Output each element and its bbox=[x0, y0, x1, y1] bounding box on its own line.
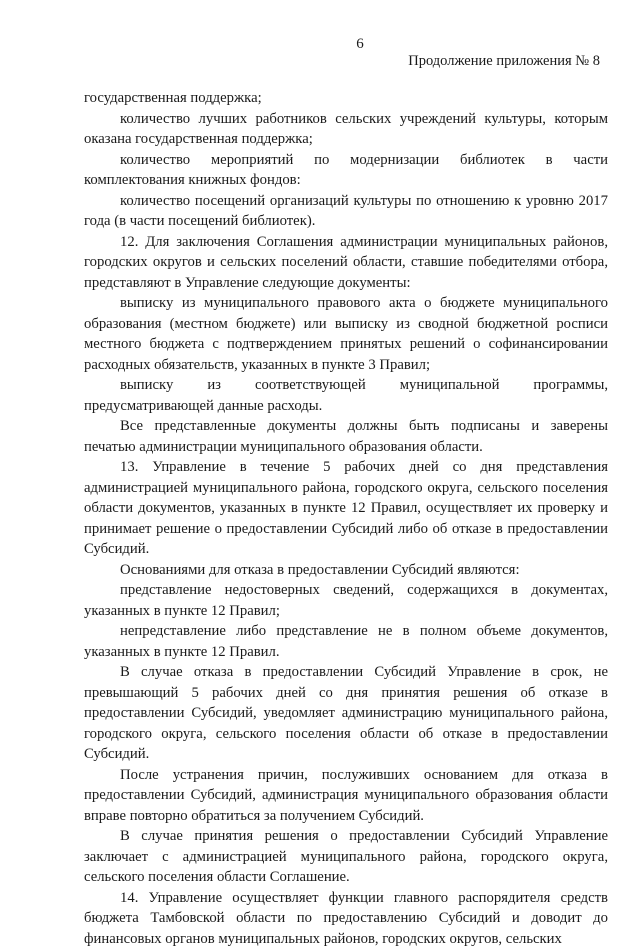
paragraph: количество посещений организаций культуры по отношению к уровню 2017 года (в части посещений библиотек). bbox=[84, 191, 608, 232]
page-number: 6 bbox=[0, 36, 640, 53]
paragraph: выписку из соответствующей муниципальной программы, предусматривающей данные расходы. bbox=[84, 375, 608, 416]
paragraph: непредставление либо представление не в полном объеме документов, указанных в пункте 12 Правил. bbox=[84, 621, 608, 662]
document-body bbox=[84, 88, 608, 949]
paragraph: После устранения причин, послуживших основанием для отказа в предоставлении Субсидий, администрация муниципального образования области вправе повторно обратиться за получением Субсидий. bbox=[84, 765, 608, 827]
paragraph: выписку из муниципального правового акта о бюджете муниципального образования (местном бюджете) или выписку из сводной бюджетной росписи местного бюджета с подтверждением принятых решений о софинансировании расходных обязательств, указанных в пункте 3 Правил; bbox=[84, 293, 608, 375]
paragraph: государственная поддержка; bbox=[84, 88, 608, 109]
paragraph: В случае отказа в предоставлении Субсидий Управление в срок, не превышающий 5 рабочих дней со дня принятия решения об отказе в предоставлении Субсидий, уведомляет администрацию муниципального района, городского округа, сельского поселения области об отказе в предоставлении Субсидий. bbox=[84, 662, 608, 765]
paragraph: Все представленные документы должны быть подписаны и заверены печатью администрации муниципального образования области. bbox=[84, 416, 608, 457]
paragraph: количество мероприятий по модернизации библиотек в части комплектования книжных фондов: bbox=[84, 150, 608, 191]
appendix-note: Продолжение приложения № 8 bbox=[408, 53, 600, 70]
paragraph: 13. Управление в течение 5 рабочих дней со дня представления администрацией муниципального района, городского округа, сельского поселения области документов, указанных в пункте 12 Правил, осуществляет их проверку и принимает решение о предоставлении Субсидий либо об отказе в предоставлении Субсидий. bbox=[84, 457, 608, 560]
paragraph: 12. Для заключения Соглашения администрации муниципальных районов, городских округов и сельских поселений области, ставшие победителями отбора, представляют в Управление следующие документы: bbox=[84, 232, 608, 294]
paragraph: Основаниями для отказа в предоставлении Субсидий являются: bbox=[84, 560, 608, 581]
paragraph: количество лучших работников сельских учреждений культуры, которым оказана государственная поддержка; bbox=[84, 109, 608, 150]
paragraph: В случае принятия решения о предоставлении Субсидий Управление заключает с администрацией муниципального района, городского округа, сельского поселения области Соглашение. bbox=[84, 826, 608, 888]
paragraph: представление недостоверных сведений, содержащихся в документах, указанных в пункте 12 Правил; bbox=[84, 580, 608, 621]
paragraph: 14. Управление осуществляет функции главного распорядителя средств бюджета Тамбовской области по предоставлению Субсидий и доводит до финансовых органов муниципальных районов, городских округов, сельских bbox=[84, 888, 608, 949]
